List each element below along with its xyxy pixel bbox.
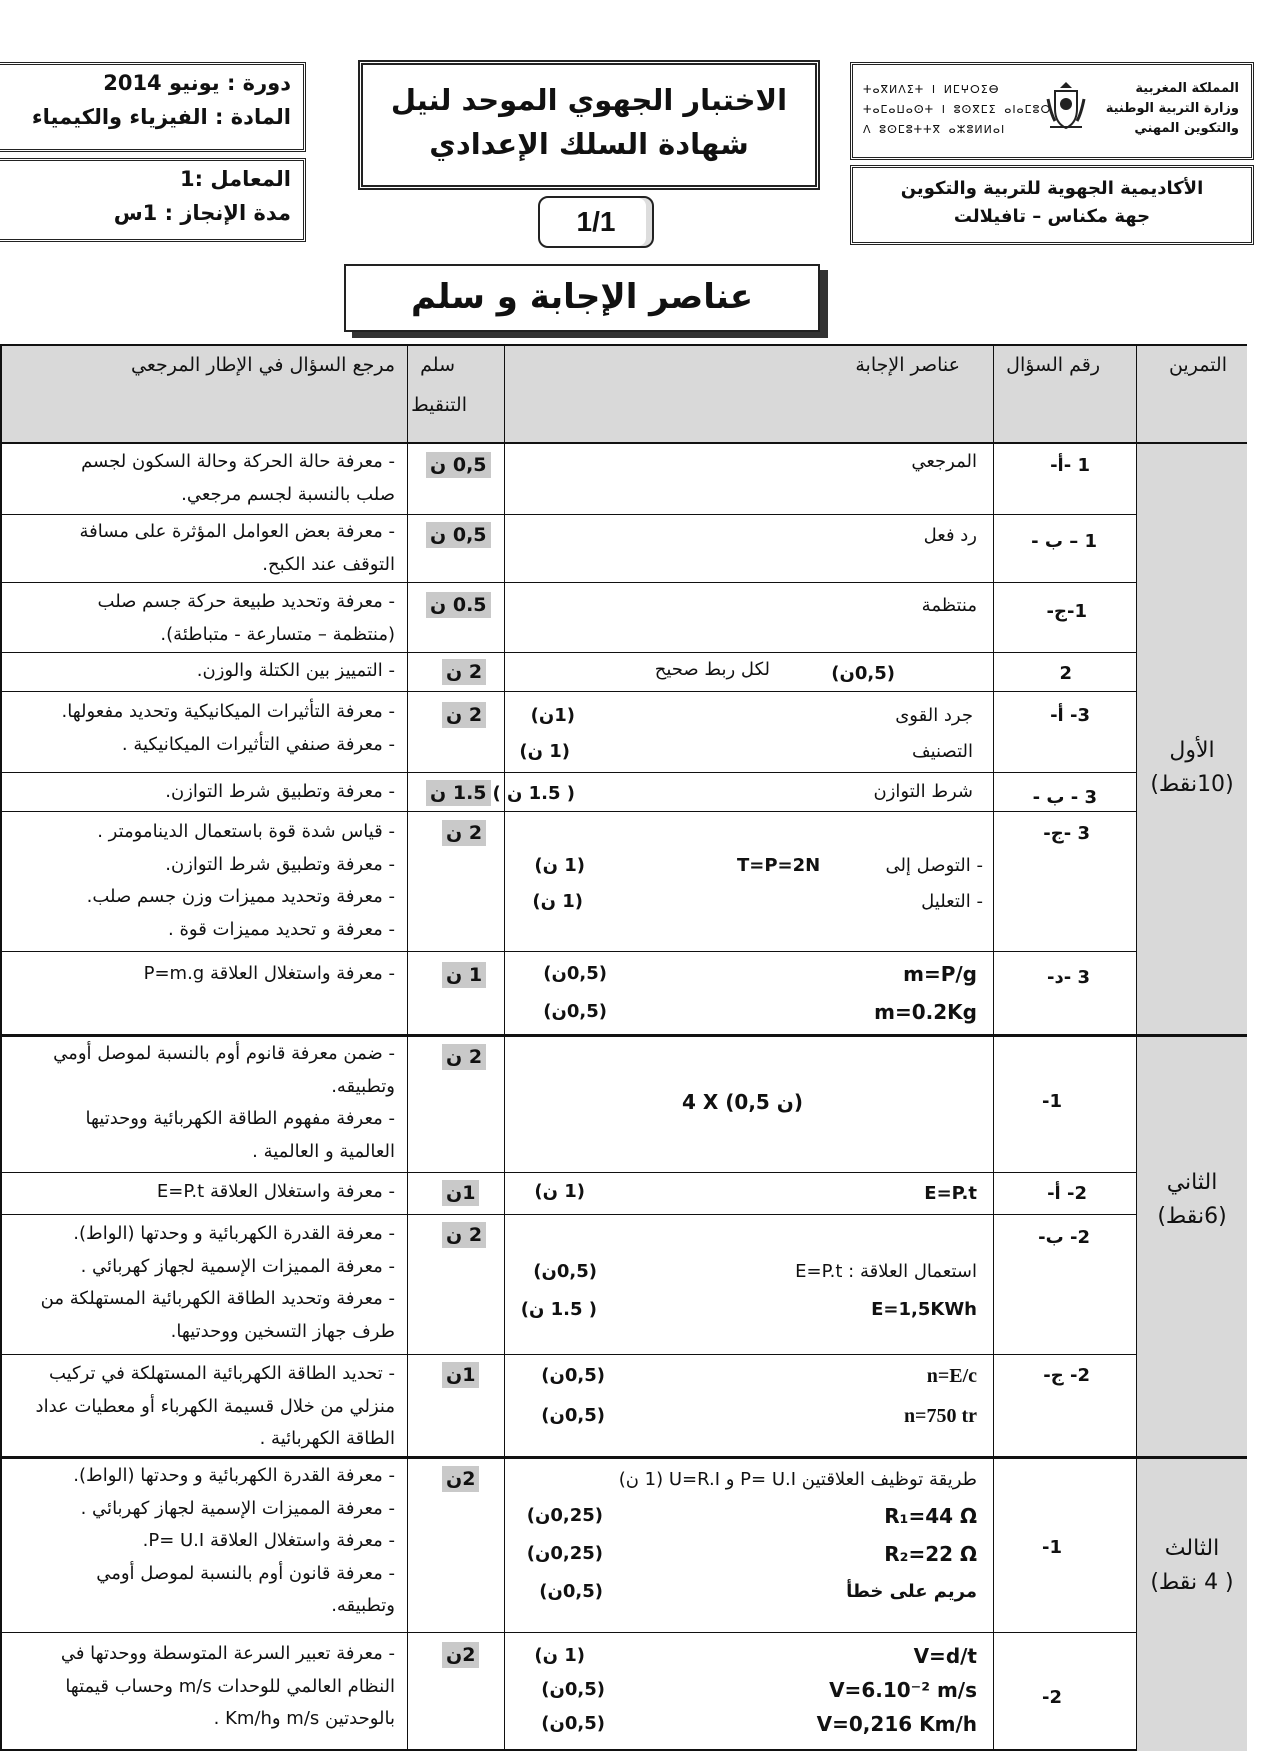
answer-formula: T=P=2N xyxy=(737,855,821,876)
tifinagh-line1: ⵜⴰⴳⵍⴷⵉⵜ ⵏ ⵍⵎⵖⵔⵉⴱ xyxy=(863,83,1000,96)
reference-line: - التمييز بين الكتلة والوزن. xyxy=(196,660,395,681)
answer-points: (1 ن) xyxy=(534,1645,585,1666)
grade-badge: 2ن xyxy=(442,1466,479,1492)
coefficient-text: المعامل :1 xyxy=(180,167,291,191)
answer-points: (0,5ن) xyxy=(541,1365,605,1386)
grade-badge: 1 ن xyxy=(442,962,486,988)
exam-title-line2: شهادة السلك الإعدادي xyxy=(429,127,749,161)
reference-line: - ضمن معرفة قانوم أوم بالنسبة لموصل أومي xyxy=(53,1043,395,1064)
col-question-header: رقم السؤال xyxy=(1006,354,1100,376)
exercise-2-name: الثاني xyxy=(1166,1170,1218,1195)
answer-points: (0,5ن) xyxy=(543,963,607,984)
answer-points: (0,5ن) xyxy=(543,1001,607,1022)
answer-points: (0,25ن) xyxy=(526,1505,603,1526)
answer-points: ( 1.5 ن) xyxy=(520,1299,597,1320)
exercise-2-points: (6نقط) xyxy=(1157,1204,1227,1229)
kingdom-line2: وزارة التربية الوطنية xyxy=(1105,101,1239,116)
reference-line: - معرفة المميزات الإسمية لجهاز كهربائي . xyxy=(80,1497,395,1519)
coat-of-arms-icon xyxy=(1046,79,1086,131)
exercise-3-points: ( 4 نقط) xyxy=(1150,1570,1234,1595)
reference-text xyxy=(79,516,395,581)
reference-text xyxy=(157,1176,395,1209)
grade-badge: 0.5 ن xyxy=(426,592,491,618)
answer-text: - التعليل xyxy=(921,891,983,912)
reference-line: - معرفة المميزات الإسمية لجهاز كهربائي . xyxy=(80,1255,395,1277)
grade-badge: 2 ن xyxy=(442,1044,486,1070)
reference-line: - قياس شدة قوة باستعمال الدينامومتر . xyxy=(97,821,395,842)
reference-line: صلب بالنسبة لجسم مرجعي. xyxy=(181,483,395,505)
answer-formula: m=P/g xyxy=(903,962,977,986)
reference-line: وتطبيقه. xyxy=(331,1075,395,1097)
main-heading: عناصر الإجابة و سلم xyxy=(344,264,820,332)
answer-table xyxy=(0,344,1247,1751)
reference-line: - معرفة واستغلال العلاقة P=m.g xyxy=(143,963,395,984)
page-number: 1/1 xyxy=(538,196,654,248)
exercise-3-name: الثالث xyxy=(1164,1536,1220,1561)
exercise-1-label xyxy=(1138,734,1246,802)
reference-line: - معرفة صنفي التأثيرات الميكانيكية . xyxy=(121,733,395,755)
grade-badge: 2 ن xyxy=(442,1222,486,1248)
answer-points: (1ن) xyxy=(530,705,575,726)
subject-text: المادة : الفيزياء والكيمياء xyxy=(31,105,291,129)
tifinagh-line2: ⵜⴰⵎⴰⵡⴰⵙⵜ ⵏ ⵓⵙⴳⵎⵉ ⴰⵏⴰⵎⵓⵔ xyxy=(863,103,1052,116)
reference-text xyxy=(165,776,395,809)
reference-line: النظام العالمي للوحدات m/s وحساب قيمتها xyxy=(65,1675,395,1697)
answer-text: المرجعي xyxy=(911,451,977,472)
answer-points: (0,5ن) xyxy=(541,1713,605,1734)
reference-text xyxy=(61,1638,395,1736)
reference-line: - معرفة القدرة الكهربائية و وحدتها (الواط). xyxy=(73,1223,395,1244)
answer-formula: R₂=22 Ω xyxy=(884,1542,977,1566)
grade-badge: 2ن xyxy=(442,1642,479,1668)
reference-text xyxy=(87,816,395,946)
answer-formula: n=E/c xyxy=(926,1365,977,1387)
answer-formula: n=750 tr xyxy=(903,1405,977,1427)
answer-points: (0,5ن) xyxy=(539,1581,603,1602)
reference-line: - معرفة بعض العوامل المؤثرة على مسافة xyxy=(79,521,395,542)
col-scale-header-2: التنقيط xyxy=(411,394,467,416)
reference-line: العالمية و العالمية . xyxy=(252,1140,395,1162)
question-number: 1 -أ- xyxy=(1050,455,1090,476)
answer-formula: V=d/t xyxy=(913,1644,977,1668)
reference-line: - معرفة التأثيرات الميكانيكية وتحديد مفعولها. xyxy=(61,701,395,722)
reference-line: (منتظمة – متسارعة - متباطئة). xyxy=(160,623,395,645)
reference-line: - معرفة وتطبيق شرط التوازن. xyxy=(165,781,395,802)
answer-text: 4 X (0,5 ن) xyxy=(682,1090,804,1114)
reference-line: وتطبيقه. xyxy=(331,1595,395,1616)
reference-line: - معرفة حالة الحركة وحالة السكون لجسم xyxy=(81,451,395,472)
grade-badge: 0,5 ن xyxy=(426,452,491,478)
academy-box xyxy=(850,165,1254,245)
kingdom-line1: المملكة المغربية xyxy=(1135,81,1239,96)
answer-text: لكل ربط صحيح xyxy=(654,659,770,680)
coefficient-box xyxy=(0,158,306,242)
reference-text xyxy=(98,586,395,651)
question-number: 3- أ- xyxy=(1050,705,1090,726)
question-number: 1-ج- xyxy=(1046,601,1087,622)
col-scale-header-1: سلم xyxy=(420,354,455,376)
reference-line: الطاقة الكهربائية . xyxy=(259,1428,395,1449)
question-number: 1 – ب - xyxy=(1031,531,1097,552)
ministry-header xyxy=(850,62,1254,160)
answer-formula: V=6.10⁻² m/s xyxy=(829,1678,977,1702)
col-exercise-header: التمرين xyxy=(1168,354,1227,376)
question-number: 2- ج- xyxy=(1043,1365,1090,1386)
answer-formula: E=P.t xyxy=(924,1183,977,1204)
answer-points: (0,5ن) xyxy=(533,1261,597,1282)
reference-text xyxy=(144,958,395,991)
grade-badge: 2 ن xyxy=(442,659,486,685)
reference-line: - معرفة وتطبيق شرط التوازن. xyxy=(165,853,395,875)
answer-text: طريقة توظيف العلاقتين P= U.I و U=R.I (1 ن) xyxy=(618,1469,977,1490)
answer-text: جرد القوى xyxy=(895,705,973,726)
reference-text xyxy=(197,655,395,688)
reference-line: - معرفة مفهوم الطاقة الكهربائية ووحدتيها xyxy=(85,1108,395,1129)
answer-text: منتظمة xyxy=(921,595,977,616)
reference-text xyxy=(81,446,395,511)
answer-formula: E=1,5KWh xyxy=(871,1299,977,1320)
question-number: 2- ب- xyxy=(1038,1227,1090,1248)
reference-line: - معرفة و تحديد مميزات قوة . xyxy=(168,918,395,940)
reference-line: - معرفة وتحديد مميزات وزن جسم صلب. xyxy=(86,886,395,907)
reference-line: - معرفة قانون أوم بالنسبة لموصل أومي xyxy=(96,1562,395,1584)
reference-line: التوقف عند الكبح. xyxy=(262,553,395,575)
reference-line: - معرفة تعبير السرعة المتوسطة ووحدتها في xyxy=(60,1643,395,1664)
exercise-1-points: (10نقط) xyxy=(1150,772,1234,797)
answer-text: التصنيف xyxy=(911,741,973,762)
answer-text: استعمال العلاقة : E=P.t xyxy=(795,1261,977,1282)
answer-text: - التوصل إلى xyxy=(885,855,983,876)
question-number: 2- أ- xyxy=(1047,1183,1087,1204)
answer-points: (0,5ن) xyxy=(831,663,895,684)
answer-formula: R₁=44 Ω xyxy=(884,1504,977,1528)
exam-title-line1: الاختبار الجهوي الموحد لنيل xyxy=(390,83,788,117)
grade-badge: 2 ن xyxy=(442,702,486,728)
answer-points: (1 ن) xyxy=(534,855,585,876)
academy-line2: جهة مكناس – تافيلالت xyxy=(953,206,1151,227)
grade-badge: 2 ن xyxy=(442,820,486,846)
answer-points: ( 1.5 ن ) xyxy=(492,783,575,804)
reference-line: بالوحدتين m/s وKm/h . xyxy=(213,1708,395,1729)
exercise-3-label xyxy=(1138,1532,1246,1600)
answer-text: رد فعل xyxy=(923,525,977,546)
answer-points: (1 ن) xyxy=(532,891,583,912)
reference-text xyxy=(73,1460,395,1623)
answer-points: (0,5ن) xyxy=(541,1679,605,1700)
answer-formula: V=0,216 Km/h xyxy=(816,1712,977,1736)
grade-badge: 0,5 ن xyxy=(426,522,491,548)
reference-line: - معرفة وتحديد طبيعة حركة جسم صلب xyxy=(97,591,395,612)
col-reference-header: مرجع السؤال في الإطار المرجعي xyxy=(131,354,395,376)
session-text: دورة : يونيو 2014 xyxy=(103,71,291,95)
question-number: 3 - ب - xyxy=(1032,787,1097,808)
reference-text xyxy=(36,1358,395,1456)
exercise-1-name: الأول xyxy=(1169,738,1215,763)
exam-title-box xyxy=(358,60,820,190)
reference-line: - تحديد الطاقة الكهربائية المستهلكة في تركيب xyxy=(48,1363,395,1384)
reference-line: - معرفة واستغلال العلاقة P= U.I. xyxy=(142,1530,395,1551)
reference-line: منزلي من خلال قسيمة الكهرباء أو معطيات عداد xyxy=(35,1395,395,1417)
reference-text xyxy=(41,1218,395,1348)
answer-points: (0,5ن) xyxy=(541,1405,605,1426)
academy-line1: الأكاديمية الجهوية للتربية والتكوين xyxy=(900,178,1204,199)
answer-text: مريم على خطأ xyxy=(846,1581,977,1602)
col-answer-header: عناصر الإجابة xyxy=(855,354,960,376)
question-number: 3 -د- xyxy=(1047,967,1090,988)
question-number: 2 xyxy=(1059,663,1072,684)
tifinagh-line3: ⴷ ⵓⵙⵎⵓⵜⵜⴳ ⴰⵣⵓⵍⵍⴰⵏ xyxy=(863,123,1006,136)
reference-line: - معرفة وتحديد الطاقة الكهربائية المستهلكة من xyxy=(40,1288,395,1309)
question-number: 2- xyxy=(1041,1687,1062,1708)
reference-text xyxy=(53,1038,395,1168)
reference-line: طرف جهاز التسخين ووحدتيها. xyxy=(170,1320,395,1342)
answer-text: شرط التوازن xyxy=(873,781,973,802)
grade-badge: 1.5 ن xyxy=(426,780,491,806)
answer-formula: m=0.2Kg xyxy=(874,1000,977,1024)
session-box xyxy=(0,62,306,152)
reference-line: - معرفة واستغلال العلاقة E=P.t xyxy=(156,1181,395,1202)
answer-points: (1 ن) xyxy=(534,1181,585,1202)
reference-text xyxy=(62,696,396,761)
kingdom-line3: والتكوين المهني xyxy=(1134,121,1239,136)
grade-badge: 1ن xyxy=(442,1362,479,1388)
exercise-2-label xyxy=(1138,1166,1246,1234)
grade-badge: 1ن xyxy=(442,1180,479,1206)
answer-points: (0,25ن) xyxy=(526,1543,603,1564)
answer-points: (1 ن) xyxy=(519,741,570,762)
reference-line: - معرفة القدرة الكهربائية و وحدتها (الواط). xyxy=(73,1465,395,1486)
question-number: 1- xyxy=(1041,1537,1062,1558)
question-number: 1- xyxy=(1041,1091,1062,1112)
question-number: 3 -ج- xyxy=(1043,823,1090,844)
duration-text: مدة الإنجاز : 1س xyxy=(113,201,291,225)
